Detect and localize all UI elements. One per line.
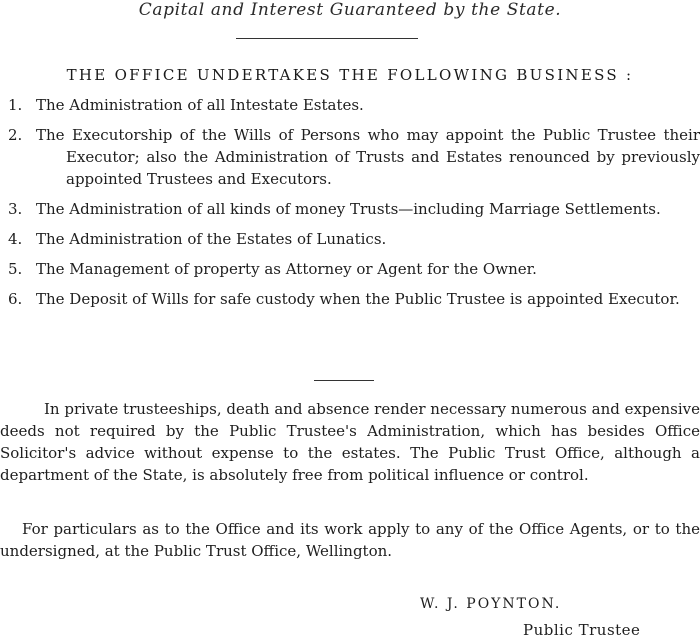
list-item-text: The Management of property as Attorney or Agent for the Owner.	[36, 260, 537, 278]
list-item-number: 1.	[8, 96, 23, 114]
list-item-number: 5.	[8, 260, 23, 278]
list-item-text: The Administration of all kinds of money Trusts—including Marriage Settlements.	[36, 200, 661, 218]
list-item	[0, 258, 700, 280]
list-item	[0, 228, 700, 250]
advantages-paragraph: In private trusteeships, death and absence render necessary numerous and expensive deeds not required by the Public Trustee's Administration, which has besides Office Solicitor's advice without expense to the estates. The Public Trust Office, although a department of the State, is absolutely free from political influence or control.	[0, 400, 700, 484]
business-list	[0, 94, 700, 318]
signature-title: Public Trustee	[523, 621, 641, 639]
list-item-number: 6.	[8, 290, 23, 308]
particulars-paragraph: For particulars as to the Office and its work apply to any of the Office Agents, or to the undersigned, at the Public Trust Office, Wellington.	[0, 520, 700, 560]
list-item	[0, 124, 700, 190]
list-item	[0, 288, 700, 310]
list-item	[0, 94, 700, 116]
list-item-text: The Executorship of the Wills of Persons who may appoint the Public Trustee their Executor; also the Administration of Trusts and Estates renounced by previously appointed Trustees and Executors.	[36, 126, 700, 188]
list-item-number: 4.	[8, 230, 23, 248]
list-item	[0, 198, 700, 220]
tagline: Capital and Interest Guaranteed by the State.	[138, 0, 562, 20]
list-item-text: The Administration of all Intestate Estates.	[36, 96, 364, 114]
list-item-number: 2.	[8, 126, 23, 144]
list-item-text: The Administration of the Estates of Lunatics.	[36, 230, 387, 248]
top-divider	[236, 38, 418, 39]
list-item-text: The Deposit of Wills for safe custody when the Public Trustee is appointed Executor.	[36, 290, 680, 308]
signature-name: W. J. POYNTON.	[420, 596, 562, 612]
middle-divider	[314, 380, 374, 381]
list-item-number: 3.	[8, 200, 23, 218]
section-heading: THE OFFICE UNDERTAKES THE FOLLOWING BUSINESS :	[66, 66, 634, 84]
